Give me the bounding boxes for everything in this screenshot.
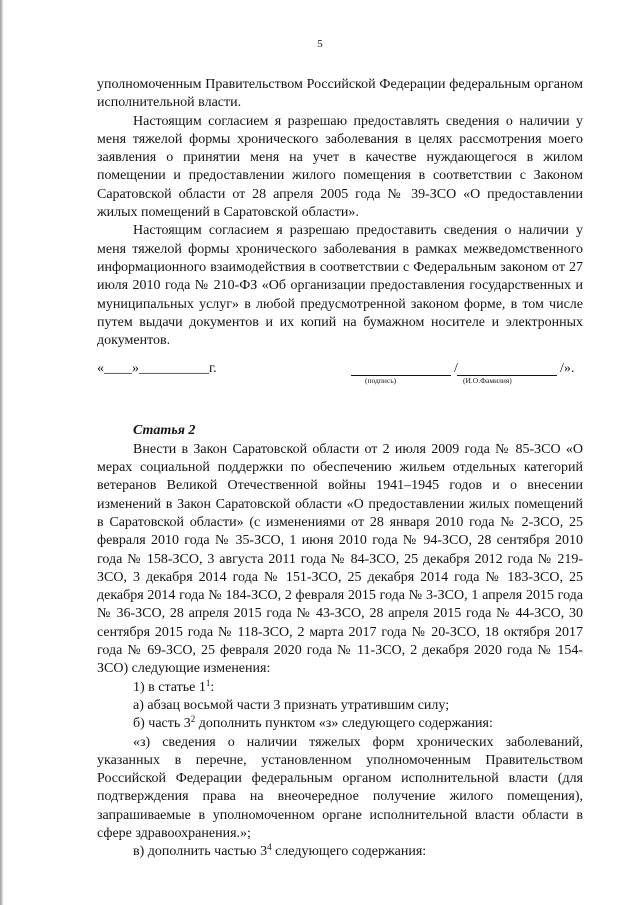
- paragraph-consent-2: Настоящим согласием я разрешаю предоставить сведения о наличии у меня тяжелой формы хронического заболевания в рамках межведомственного информационного взаимодействия в соответствии с Федеральным законом от 27 июля 2010 года № 210-ФЗ «Об организации предоставления государственных и муниципальных услуг» в любой предусмотренной законом форме, в том числе путем выдачи документов и их копий на бумажном носителе и электронных документов.: [97, 223, 583, 349]
- item-b-suffix: дополнить пунктом «з» следующего содержания:: [195, 716, 493, 732]
- item-v-text: в) дополнить частью 3: [133, 844, 268, 860]
- signature-date-field: «____»__________г.: [97, 361, 217, 377]
- name-caption: (И.О.Фамилия): [463, 376, 512, 386]
- item-b-sup: 2: [190, 714, 196, 725]
- signature-closing: /».: [560, 361, 575, 377]
- paragraph-continuation: уполномоченным Правительством Российской Федерации федеральным органом исполнительной власти.: [97, 77, 583, 111]
- article-intro: Внести в Закон Саратовской области от 2 июля 2009 года № 85-ЗСО «О мерах социальной поддержки по обеспечению жильем отдельных категорий ветеранов Великой Отечественной войны 1941–1945 годов и о внесении изменений в Закон Саратовской области «О предоставлении жилых помещений в Саратовской области» (с изменениями от 28 января 2010 года № 2-ЗСО, 25 февраля 2010 года № 35-ЗСО, 1 июня 2010 года № 94-ЗСО, 28 сентября 2010 года № 158-ЗСО, 3 августа 2011 года № 84-ЗСО, 25 декабря 2012 года № 219-ЗСО, 3 декабря 2014 года № 151-ЗСО, 25 декабря 2014 года № 183-ЗСО, 25 декабря 2014 года № 184-ЗСО, 2 февраля 2015 года № 3-ЗСО, 1 апреля 2015 года № 36-ЗСО, 28 апреля 2015 года № 43-ЗСО, 28 апреля 2015 года № 44-ЗСО, 30 сентября 2015 года № 118-ЗСО, 2 марта 2017 года № 20-ЗСО, 18 октября 2017 года № 69-ЗСО, 25 февраля 2020 года № 11-ЗСО, 2 декабря 2020 года № 154-ЗСО) следующие изменения:: [97, 441, 583, 677]
- item-1-sup: 1: [205, 677, 211, 688]
- item-b-text: б) часть 3: [133, 716, 191, 732]
- document-body: [97, 76, 583, 862]
- amendment-item-v: [97, 843, 583, 861]
- item-v-suffix: следующего содержания:: [271, 844, 427, 860]
- amendment-item-1: [97, 679, 583, 697]
- amendment-item-b: [97, 715, 583, 733]
- signature-block: [97, 360, 583, 404]
- item-1-suffix: :: [210, 679, 215, 695]
- amendment-item-z: «з) сведения о наличии тяжелых форм хронических заболеваний, указанных в перечне, установленном уполномоченным Правительством Российской Федерации федеральным органом исполнительной власти (для подтверждения права на внеочередное получение жилого помещения), запрашиваемые в уполномоченном органе исполнительной власти области в сфере здравоохранения.»;: [97, 734, 583, 841]
- article-title: Статья 2: [133, 423, 196, 439]
- item-v-sup: 4: [267, 842, 272, 853]
- page-number: 5: [317, 38, 323, 50]
- amendment-item-a: а) абзац восьмой части 3 признать утратившим силу;: [133, 697, 450, 713]
- signature-slash: /: [454, 361, 458, 377]
- paragraph-consent-1: Настоящим согласием я разрешаю предоставлять сведения о наличии у меня тяжелой формы хронического заболевания в целях рассмотрения моего заявления о принятии меня на учет в качестве нуждающегося в жилом помещении и предоставлении жилого помещения в соответствии с Законом Саратовской области от 28 апреля 2005 года № 39-ЗСО «О предоставлении жилых помещений в Саратовской области».: [97, 113, 583, 221]
- signature-caption: (подпись): [365, 376, 397, 386]
- scan-left-edge: [0, 0, 3, 905]
- item-1-text: 1) в статье 1: [133, 679, 206, 695]
